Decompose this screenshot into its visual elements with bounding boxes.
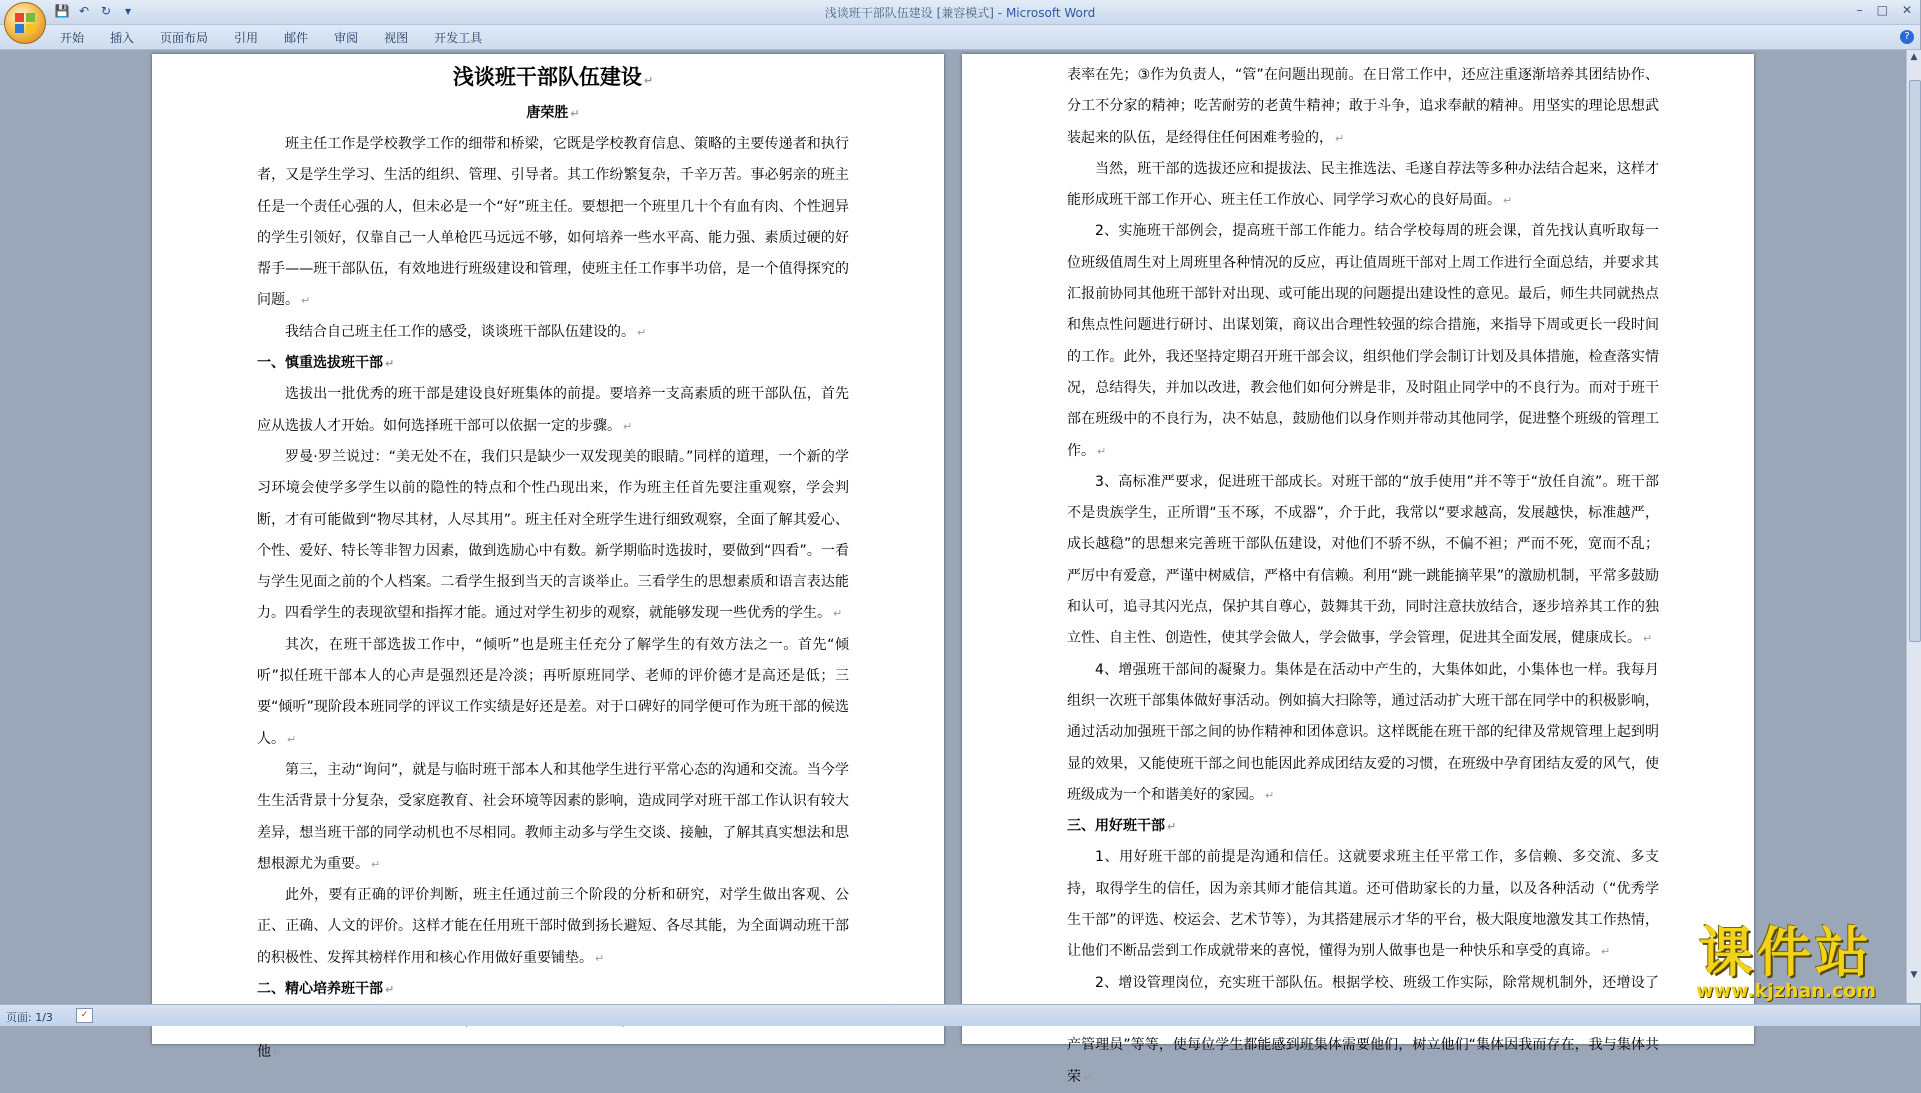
paragraph-mark-icon: ↵ bbox=[1503, 194, 1513, 208]
paragraph-text: 班主任工作是学校教学工作的细带和桥梁，它既是学校教育信息、策略的主要传递者和执行者，又是学生学习、生活的组织、管理、引导者。其工作纷繁复杂，千辛万苦。事必躬亲的班主任是一个责任心强的人，但未必是一个“好”班主任。要想把一个班里几十个有血有肉、个性迥异的学生引领好，仅靠自己一人单枪匹马远远不够，如何培养一些水平高、能力强、素质过硬的好帮手——班干部队伍，有效地进行班级建设和管理，使班主任工作事半功倍，是一个值得探究的问题。 bbox=[257, 136, 849, 309]
close-button[interactable]: ✕ bbox=[1901, 3, 1912, 17]
paragraph-text: 二、精心培养班干部 bbox=[257, 981, 383, 998]
ribbon bbox=[0, 25, 1920, 50]
paragraph-text: 其次，在班干部选拔工作中，“倾听”也是班主任充分了解学生的有效方法之一。首先“倾听”拟任班干部本人的心声是强烈还是冷淡；再听原班同学、老师的评价德才是高还是低；三要“倾听”现阶段本班同学的评议工作实绩是好还是差。对于口碑好的同学便可作为班干部的候选人。 bbox=[257, 636, 849, 747]
paragraph-text: 1、用好班干部的前提是沟通和信任。这就要求班主任平常工作，多信赖、多交流、多支持，取得学生的信任，因为亲其师才能信其道。还可借助家长的力量，以及各种活动（“优秀学生干部”的评选、校运会、艺术节等），为其搭建展示才华的平台，极大限度地激发其工作热情，让他们不断品尝到工作成就带来的喜悦，懂得为别人做事也是一种快乐和享受的真谛。 bbox=[1067, 849, 1659, 960]
page-count[interactable]: 页面: 1/3 bbox=[6, 1011, 53, 1024]
ribbon-tabs bbox=[60, 29, 508, 46]
office-logo-icon bbox=[14, 12, 36, 34]
section-heading bbox=[1067, 811, 1659, 842]
paragraph-mark-icon: ↵ bbox=[1643, 632, 1653, 646]
paragraph bbox=[257, 755, 849, 880]
paragraph-mark-icon: ↵ bbox=[1335, 131, 1345, 145]
paragraph bbox=[1067, 467, 1659, 655]
tab-review[interactable]: 审阅 bbox=[334, 31, 359, 45]
paragraph-text: 4、增强班干部间的凝聚力。集体是在活动中产生的，大集体如此，小集体也一样。我每月组织一次班干部集体做好事活动。例如搞大扫除等，通过活动扩大班干部在同学中的积极影响，通过活动加强班干部之间的协作精神和团体意识。这样既能在班干部的纪律及常规管理上起到明显的效果，又能使班干部之间也能因此养成团结友爱的习惯，在班级中孕育团结友爱的风气，使班级成为一个和谐美好的家园。 bbox=[1067, 661, 1659, 803]
paragraph bbox=[1067, 655, 1659, 811]
paragraph-text: 他 bbox=[257, 1043, 271, 1060]
document-page-2 bbox=[962, 54, 1754, 1085]
paragraph-mark-icon: ↵ bbox=[1167, 820, 1177, 834]
help-icon[interactable]: ? bbox=[1900, 30, 1914, 44]
tab-view[interactable]: 视图 bbox=[384, 31, 409, 45]
app-name: Microsoft Word bbox=[1005, 6, 1096, 20]
tab-mailings[interactable]: 邮件 bbox=[284, 31, 309, 45]
paragraph-mark-icon: ↵ bbox=[385, 357, 395, 371]
tab-developer[interactable]: 开发工具 bbox=[434, 31, 483, 45]
paragraph bbox=[257, 317, 849, 348]
tab-home[interactable]: 开始 bbox=[60, 31, 85, 45]
paragraph bbox=[257, 129, 849, 317]
paragraph-mark-icon: ↵ bbox=[301, 294, 311, 308]
page-1-content[interactable] bbox=[257, 60, 849, 1068]
maximize-button[interactable]: □ bbox=[1876, 3, 1888, 17]
site-watermark bbox=[1672, 920, 1900, 1002]
paragraph bbox=[257, 880, 849, 974]
paragraph-text: 我结合自己班主任工作的感受，谈谈班干部队伍建设的。 bbox=[285, 323, 635, 340]
tab-page-layout[interactable]: 页面布局 bbox=[160, 31, 209, 45]
office-button[interactable] bbox=[4, 2, 46, 44]
document-name: 浅谈班干部队伍建设 [兼容模式] bbox=[824, 6, 994, 20]
window-title bbox=[0, 4, 1920, 21]
paragraph bbox=[1067, 842, 1659, 967]
paragraph-text: 当然，班干部的选拔还应和提拔法、民主推选法、毛遂自荐法等多种办法结合起来，这样才能形成班干部工作开心、班主任工作放心、同学学习欢心的良好局面。 bbox=[1067, 160, 1659, 209]
undo-icon[interactable]: ↶ bbox=[78, 4, 90, 18]
section-heading bbox=[257, 348, 849, 379]
watermark-title: 课件站 bbox=[1699, 920, 1873, 984]
paragraph bbox=[1067, 216, 1659, 466]
paragraph-text: 选拔出一批优秀的班干部是建设良好班集体的前提。要培养一支高素质的班干部队伍，首先应从选拔人才开始。如何选择班干部可以依据一定的步骤。 bbox=[257, 386, 849, 434]
vertical-scrollbar[interactable] bbox=[1906, 50, 1921, 1003]
scroll-down-icon[interactable]: ▼ bbox=[1910, 970, 1918, 980]
scrollbar-thumb[interactable] bbox=[1909, 80, 1921, 642]
minimize-button[interactable]: – bbox=[1856, 3, 1863, 17]
scroll-up-icon[interactable]: ▲ bbox=[1910, 52, 1918, 62]
tab-references[interactable]: 引用 bbox=[234, 31, 259, 45]
paragraph bbox=[257, 630, 849, 755]
redo-icon[interactable]: ↻ bbox=[100, 4, 112, 18]
paragraph-text: 2、实施班干部例会，提高班干部工作能力。结合学校每周的班会课，首先找认真听取每一位班级值周生对上周班里各种情况的反应，再让值周班干部对上周工作进行全面总结，并要求其汇报前协同其他班干部针对出现、或可能出现的问题提出建设性的意见。最后，师生共同就热点和焦点性问题进行研讨、出谋划策，商议出合理性较强的综合措施，来指导下周或更长一段时间的工作。此外，我还坚持定期召开班干部会议，组织他们学会制订计划及具体措施，检查落实情况，总结得失，并加以改进，教会他们如何分辨是非，及时阻止同学中的不良行为。而对于班干部在班级中的不良行为，决不姑息，鼓励他们以身作则并带动其他同学，促进整个班级的管理工作。 bbox=[1067, 223, 1659, 459]
paragraph-mark-icon: ↵ bbox=[273, 1045, 283, 1059]
status-bar bbox=[0, 1004, 1920, 1026]
paragraph-mark-icon: ↵ bbox=[623, 419, 633, 433]
paragraph-mark-icon: ↵ bbox=[1097, 444, 1107, 458]
paragraph-text: 此外，要有正确的评价判断，班主任通过前三个阶段的分析和研究，对学生做出客观、公正、正确、人文的评价。这样才能在任用班干部时做到扬长避短、各尽其能，为全面调动班干部的积极性、发挥其榜样作用和核心作用做好重要铺垫。 bbox=[257, 887, 849, 966]
paragraph-text: 第三，主动“询问”，就是与临时班干部本人和其他学生进行平常心态的沟通和交流。当今学生生活背景十分复杂，受家庭教育、社会环境等因素的影响，造成同学对班干部工作认识有较大差异，想当班干部的同学动机也不尽相同。教师主动多与学生交谈、接触，了解其真实想法和思想根源尤为重要。 bbox=[257, 761, 849, 872]
paragraph-text: 一、慎重选拔班干部 bbox=[257, 355, 383, 372]
paragraph-mark-icon: ↵ bbox=[385, 983, 395, 997]
tab-insert[interactable]: 插入 bbox=[110, 31, 135, 45]
paragraph-mark-icon: ↵ bbox=[595, 951, 605, 965]
paragraph-mark-icon: ↵ bbox=[637, 325, 647, 339]
paragraph-text: 表率在先；③作为负责人，“管”在问题出现前。在日常工作中，还应注重逐渐培养其团结协作、分工不分家的精神；吃苦耐劳的老黄牛精神；敢于斗争，追求奉献的精神。用坚实的理论思想武装起来的队伍，是经得住任何困难考验的， bbox=[1067, 67, 1659, 146]
paragraph bbox=[1067, 154, 1659, 217]
title-separator: - bbox=[993, 6, 1006, 20]
paragraph-text: 罗曼·罗兰说过：“美无处不在，我们只是缺少一双发现美的眼睛。”同样的道理，一个新的学习环境会使学多学生以前的隐性的特点和个性凸现出来，作为班主任首先要注重观察，学会判断，才有可能做到“物尽其材，人尽其用”。班主任对全班学生进行细致观察，全面了解其爱心、个性、爱好、特长等非智力因素，做到选励心中有数。新学期临时选拔时，要做到“四看”。一看与学生见面之前的个人档案。二看学生报到当天的言谈举止。三看学生的思想素质和语言表达能力。四看学生的表现欲望和指挥才能。通过对学生初步的观察，就能够发现一些优秀的学生。 bbox=[257, 448, 849, 622]
paragraph bbox=[257, 442, 849, 630]
page-1-paragraphs bbox=[257, 129, 849, 1068]
paragraph-text: 三、用好班干部 bbox=[1067, 818, 1165, 835]
page-2-content[interactable] bbox=[1067, 60, 1659, 1093]
page-2-paragraphs bbox=[1067, 60, 1659, 1093]
paragraph-mark-icon: ↵ bbox=[287, 732, 297, 746]
paragraph bbox=[1067, 968, 1659, 1093]
paragraph-mark-icon: ↵ bbox=[1083, 1070, 1093, 1084]
paragraph-mark-icon: ↵ bbox=[833, 607, 843, 621]
document-title: 浅谈班干部队伍建设 ↵ bbox=[452, 65, 654, 89]
title-bar bbox=[0, 0, 1920, 25]
paragraph bbox=[1067, 60, 1659, 154]
customize-qat-icon[interactable]: ▾ bbox=[124, 4, 132, 18]
paragraph-mark-icon: ↵ bbox=[1601, 945, 1611, 959]
document-author: 唐荣胜 ↵ bbox=[526, 105, 580, 121]
paragraph bbox=[257, 379, 849, 442]
paragraph-mark-icon: ↵ bbox=[371, 857, 381, 871]
save-icon[interactable]: 💾 bbox=[54, 4, 70, 18]
paragraph-text: 3、高标准严要求，促进班干部成长。对班干部的“放手使用”并不等于“放任自流”。班干部不是贵族学生，正所谓“玉不琢，不成器”，介于此，我常以“要求越高，发展越快，标准越严，成长越稳”的思想来完善班干部队伍建设，对他们不骄不纵，不偏不袒；严而不死，宽而不乱；严厉中有爱意，严谨中树威信，严格中有信赖。利用“跳一跳能摘苹果”的激励机制，平常多鼓励和认可，追寻其闪光点，保护其自尊心，鼓舞其干劲，同时注意扶放结合，逐步培养其工作的独立性、自主性、创造性，使其学会做人，学会做事，学会管理，促进其全面发展，健康成长。 bbox=[1067, 473, 1659, 647]
section-heading bbox=[257, 974, 849, 1005]
paragraph-text: 2、增设管理岗位，充实班干部队伍。根据学校、班级工作实际，除常规机制外，还增设了 产管理员”等等，使每位学生都能感到班集体需要他们，树立他们“集体因我而存在，我与集体共荣 bbox=[1067, 974, 1659, 1085]
proofing-status-icon[interactable]: ✓ bbox=[76, 1008, 93, 1023]
paragraph-mark-icon: ↵ bbox=[1265, 788, 1275, 802]
window-controls bbox=[1857, 3, 1912, 17]
document-page-1 bbox=[152, 54, 944, 1060]
watermark-url: www.kjzhan.com bbox=[1695, 980, 1877, 1002]
